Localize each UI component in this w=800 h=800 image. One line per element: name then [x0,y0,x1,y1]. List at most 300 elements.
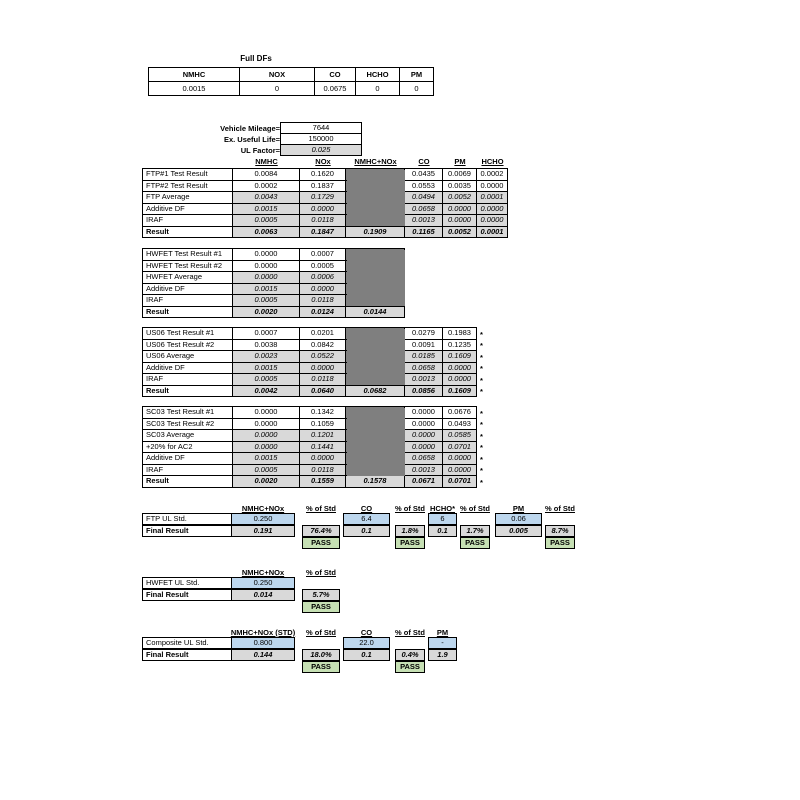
ftp-ul-header-nmhc-nox [231,502,295,513]
value-cell [443,386,476,397]
composite-ul-std-label: Composite UL Std. [142,637,232,649]
row-label: Additive DF [143,284,232,295]
composite-ul-section [142,626,472,676]
value-cell [300,453,345,464]
row-label: Result [143,307,232,318]
value-cell [405,340,442,351]
ftp-ul-header-pm [495,502,542,513]
value-cell [233,204,299,215]
full-dfs-header: HCHO [356,68,399,81]
full-dfs-value: 0 [400,82,433,95]
value-cell [300,215,345,226]
ul-factor-value: 0.025 [280,144,362,156]
column-header-nmhc [234,155,300,166]
cell-value: 0.0493 [448,418,471,428]
value-cell [405,386,442,397]
cell-value: 0.0000 [480,180,504,190]
header-label: CO [360,504,373,513]
cell-value: 0.0585 [443,430,476,441]
cell-value: 0.0005 [233,465,299,476]
footnote-asterisk: * [480,408,483,418]
cell-value: 0.0015 [233,204,299,215]
cell-value: 0.0124 [300,307,345,318]
value-cell [405,430,442,441]
value-cell [300,476,345,487]
cell-value: 0.1559 [300,476,345,487]
cell-value: 0.0682 [346,386,404,397]
row-label: FTP#2 Test Result [143,181,232,192]
value-cell [405,215,442,226]
value-cell [233,261,299,272]
cell-value: 0.0000 [443,374,476,385]
value-cell [443,374,476,385]
ftp-final-result-value: 1.7% [460,525,490,537]
vehicle-mileage-value: 7644 [280,122,362,134]
cell-value: 0.1620 [311,169,334,179]
cell-value: 0.0000 [233,442,299,453]
cell-value: 0.1578 [346,476,404,487]
column-header-label: PM [454,157,466,166]
cell-value: 0.0000 [233,272,299,283]
cell-value: 0.0005 [233,215,299,226]
footnote-asterisk: * [480,454,483,464]
row-label: SC03 Average [143,430,232,441]
cell-value: 0.0118 [300,374,345,385]
value-cell [300,192,345,203]
ftp-final-result-value: 8.7% [545,525,575,537]
value-cell [443,442,476,453]
value-cell [233,476,299,487]
value-cell [300,249,345,260]
test-table-grid [142,168,508,238]
full-dfs-value: 0 [356,82,399,95]
cell-value: 0.0002 [480,169,504,179]
cell-value: 0.0007 [254,328,278,338]
cell-value: 0.0043 [233,192,299,203]
value-cell [477,215,507,226]
cell-value: 0.0000 [254,260,278,270]
cell-value: 0.0005 [233,374,299,385]
pass-badge: PASS [460,537,490,549]
value-cell [405,363,442,374]
value-cell [443,419,476,430]
value-cell [443,453,476,464]
cell-value: 0.0000 [443,465,476,476]
cell-value: 0.1235 [448,339,471,349]
value-cell [300,419,345,430]
ftp-final-result-label: Final Result [142,525,232,537]
value-cell [300,374,345,385]
value-cell [233,442,299,453]
value-cell [346,307,404,318]
value-cell [233,407,299,418]
footnote-asterisk: * [480,364,483,373]
pass-badge: PASS [395,661,425,673]
hwfet-ul-header-nmhc-nox [231,566,295,577]
value-cell [300,181,345,192]
ftp-ul-std-value: 0.250 [231,513,295,525]
cell-value: 0.0118 [300,215,345,226]
header-label: % of Std [395,628,425,637]
column-header-label: HCHO [481,157,504,166]
row-label: Additive DF [143,453,232,464]
column-header-nox [301,155,346,166]
ftp-final-result-value: 1.8% [395,525,425,537]
value-cell [300,363,345,374]
value-cell [300,295,345,306]
cell-value: 0.0013 [405,215,442,226]
cell-value: 0.0553 [412,180,435,190]
hwfet-ul-header-pct [302,566,340,577]
column-header-hcho [478,155,508,166]
cell-value: 0.0007 [311,249,334,259]
value-cell [233,465,299,476]
cell-value: 0.1729 [300,192,345,203]
footnote-asterisk: * [480,375,483,385]
value-cell [443,340,476,351]
row-label: SC03 Test Result #2 [143,419,232,430]
row-label: Result [143,386,232,397]
composite-ul-header-pm [428,626,457,637]
row-label: Result [143,227,232,238]
value-cell [405,374,442,385]
pass-badge: PASS [395,537,425,549]
nmhc-nox-blocked-column [347,170,405,227]
footnote-asterisk: * [480,443,483,452]
value-cell [405,204,442,215]
cell-value: 0.1165 [405,227,442,238]
header-label: PM [436,628,449,637]
cell-value: 0.0000 [443,453,476,464]
full-dfs-value: 0 [240,82,314,95]
footnote-asterisk: * [480,420,483,429]
cell-value: 0.0000 [477,215,507,226]
header-label: NMHC+NOx [241,504,285,513]
cell-value: 0.0201 [311,328,334,338]
cell-value: 0.1059 [311,418,334,428]
value-cell [443,363,476,374]
ftp-ul-header-pct3 [460,502,490,513]
value-cell [405,419,442,430]
full-dfs-value: 0.0015 [149,82,239,95]
cell-value: 0.0671 [405,476,442,487]
nmhc-nox-blocked-column [347,329,405,386]
row-label: Additive DF [143,363,232,374]
value-cell [405,453,442,464]
value-cell [233,192,299,203]
composite-ul-header-co [343,626,390,637]
row-label: IRAF [143,374,232,385]
pass-badge: PASS [302,661,340,673]
full-dfs-header: NOX [240,68,314,81]
value-cell [233,363,299,374]
cell-value: 0.1609 [443,386,476,397]
value-cell [233,340,299,351]
pass-badge: PASS [545,537,575,549]
value-cell [233,249,299,260]
cell-value: 0.0069 [448,169,471,179]
full-dfs-value: 0.0675 [315,82,355,95]
pass-badge: PASS [302,537,340,549]
nmhc-nox-blocked-column [347,250,405,307]
cell-value: 0.0658 [405,363,442,374]
main-column-headers [142,155,522,167]
header-label: % of Std [460,504,490,513]
value-cell [443,169,476,180]
value-cell [405,407,442,418]
value-cell [233,272,299,283]
cell-value: 0.0002 [254,180,278,190]
hwfet-final-result-value: 5.7% [302,589,340,601]
value-cell [477,192,507,203]
cell-value: 0.0015 [233,453,299,464]
cell-value: 0.0005 [311,260,334,270]
ftp-ul-std-value: 6.4 [343,513,390,525]
ftp-ul-header-co [343,502,390,513]
value-cell [300,284,345,295]
value-cell [300,261,345,272]
composite-ul-std-value: 22.0 [343,637,390,649]
value-cell [443,465,476,476]
ftp-ul-header-hcho [428,502,457,513]
full-dfs-section [148,54,438,99]
value-cell [443,204,476,215]
column-header-label: NOx [315,157,331,166]
ftp-final-result-value: 76.4% [302,525,340,537]
cell-value: 0.0000 [412,418,435,428]
cell-value: 0.1837 [311,180,334,190]
value-cell [477,181,507,192]
value-cell [300,386,345,397]
value-cell [443,181,476,192]
row-label: US06 Test Result #1 [143,328,232,339]
value-cell [405,227,442,238]
row-label: US06 Test Result #2 [143,340,232,351]
cell-value: 0.0000 [254,418,278,428]
ftp-ul-std-label: FTP UL Std. [142,513,232,525]
value-cell [233,181,299,192]
footnote-asterisk: * [480,387,483,396]
cell-value: 0.1342 [311,407,334,417]
cell-value: 0.0118 [300,295,345,306]
cell-value: 0.0035 [448,180,471,190]
value-cell [233,328,299,339]
cell-value: 0.0000 [443,363,476,374]
cell-value: 0.0038 [254,339,278,349]
value-cell [300,204,345,215]
cell-value: 0.0435 [412,169,435,179]
row-label: FTP Average [143,192,232,203]
cell-value: 0.0000 [300,363,345,374]
column-header-co [406,155,443,166]
cell-value: 0.1909 [346,227,404,238]
header-label: NMHC+NOx [241,568,285,577]
header-label: % of Std [306,568,336,577]
cell-value: 0.0084 [254,169,278,179]
column-header-pm [444,155,477,166]
value-cell [300,442,345,453]
value-cell [300,328,345,339]
cell-value: 0.0042 [233,386,299,397]
cell-value: 0.0494 [405,192,442,203]
footnote-asterisk: * [480,341,483,350]
cell-value: 0.0001 [477,227,507,238]
header-label: HCHO* [429,504,455,513]
cell-value: 0.0000 [477,204,507,215]
header-label: NMHC+NOx (STD) [230,628,296,637]
ftp-ul-header-pct1 [302,502,340,513]
value-cell [300,227,345,238]
row-label: HWFET Test Result #1 [143,249,232,260]
value-cell [405,328,442,339]
footnote-asterisk: * [480,466,483,475]
hwfet-ul-section [142,566,362,616]
value-cell [300,351,345,362]
cell-value: 0.0701 [443,442,476,453]
value-cell [233,374,299,385]
composite-final-result-value: 0.144 [231,649,295,661]
cell-value: 0.0000 [300,204,345,215]
cell-value: 0.0052 [443,192,476,203]
value-cell [405,192,442,203]
cell-value: 0.0000 [412,407,435,417]
cell-value: 0.1609 [443,351,476,362]
header-label: CO [360,628,373,637]
value-cell [233,295,299,306]
footnote-column [480,406,483,488]
value-cell [233,215,299,226]
row-label: Additive DF [143,204,232,215]
value-cell [233,386,299,397]
ftp-final-result-value: 0.1 [343,525,390,537]
composite-final-result-value: 0.4% [395,649,425,661]
value-cell [405,476,442,487]
row-label: HWFET Test Result #2 [143,261,232,272]
row-label: FTP#1 Test Result [143,169,232,180]
value-cell [346,476,404,487]
footnote-column [480,327,483,398]
composite-final-result-value: 1.9 [428,649,457,661]
value-cell [233,419,299,430]
value-cell [405,465,442,476]
row-label: US06 Average [143,351,232,362]
header-label: % of Std [306,628,336,637]
ftp-final-result-value: 0.005 [495,525,542,537]
value-cell [405,181,442,192]
value-cell [233,351,299,362]
value-cell [405,442,442,453]
value-cell [443,192,476,203]
cell-value: 0.0006 [300,272,345,283]
value-cell [233,227,299,238]
footnote-asterisk: * [480,352,483,362]
cell-value: 0.0000 [300,453,345,464]
row-label: IRAF [143,295,232,306]
value-cell [477,204,507,215]
value-cell [346,386,404,397]
value-cell [443,227,476,238]
ftp-final-result-value: 0.191 [231,525,295,537]
cell-value: 0.0020 [233,307,299,318]
value-cell [405,351,442,362]
value-cell [405,169,442,180]
full-dfs-header: CO [315,68,355,81]
useful-life-label: Ex. Useful Life= [223,134,280,144]
cell-value: 0.0000 [233,430,299,441]
full-dfs-table [148,67,434,96]
cell-value: 0.0015 [233,284,299,295]
cell-value: 0.0000 [443,204,476,215]
value-cell [300,340,345,351]
test-table-grid [142,406,477,488]
cell-value: 0.0856 [405,386,442,397]
value-cell [300,430,345,441]
useful-life-value: 150000 [280,133,362,145]
value-cell [233,307,299,318]
footnote-asterisk: * [480,477,483,487]
value-cell [300,307,345,318]
composite-final-result-value: 18.0% [302,649,340,661]
column-header-label: CO [418,157,430,166]
column-header-label: NMHC [255,157,278,166]
column-header-label: NMHC+NOx [354,157,397,166]
header-label: % of Std [395,504,425,513]
cell-value: 0.0000 [405,430,442,441]
value-cell [477,227,507,238]
value-cell [443,476,476,487]
composite-final-result-value: 0.1 [343,649,390,661]
cell-value: 0.0185 [405,351,442,362]
nmhc-nox-blocked-column [347,408,405,476]
header-label: % of Std [306,504,336,513]
composite-final-result-label: Final Result [142,649,232,661]
test-table-grid [142,327,477,397]
ftp-ul-std-value: 6 [428,513,457,525]
vehicle-mileage-label: Vehicle Mileage= [220,123,280,133]
value-cell [300,465,345,476]
cell-value: 0.0091 [412,339,435,349]
ul-factor-label: UL Factor= [240,145,280,155]
hwfet-final-result-label: Final Result [142,589,232,601]
cell-value: 0.0640 [300,386,345,397]
cell-value: 0.1201 [300,430,345,441]
value-cell [477,169,507,180]
composite-ul-header-pct1 [302,626,340,637]
value-cell [233,453,299,464]
cell-value: 0.0118 [300,465,345,476]
value-cell [300,272,345,283]
cell-value: 0.0023 [233,351,299,362]
cell-value: 0.0005 [233,295,299,306]
cell-value: 0.0658 [405,204,442,215]
cell-value: 0.1983 [448,328,471,338]
value-cell [233,284,299,295]
value-cell [443,351,476,362]
value-cell [300,169,345,180]
cell-value: 0.0676 [448,407,471,417]
ftp-ul-header-pct2 [395,502,425,513]
cell-value: 0.0020 [233,476,299,487]
hwfet-final-result-value: 0.014 [231,589,295,601]
cell-value: 0.0000 [405,442,442,453]
cell-value: 0.0000 [443,215,476,226]
value-cell [443,328,476,339]
cell-value: 0.0144 [346,307,404,318]
cell-value: 0.0000 [254,407,278,417]
composite-ul-std-value: - [428,637,457,649]
footnote-asterisk: * [480,431,483,441]
value-cell [233,430,299,441]
